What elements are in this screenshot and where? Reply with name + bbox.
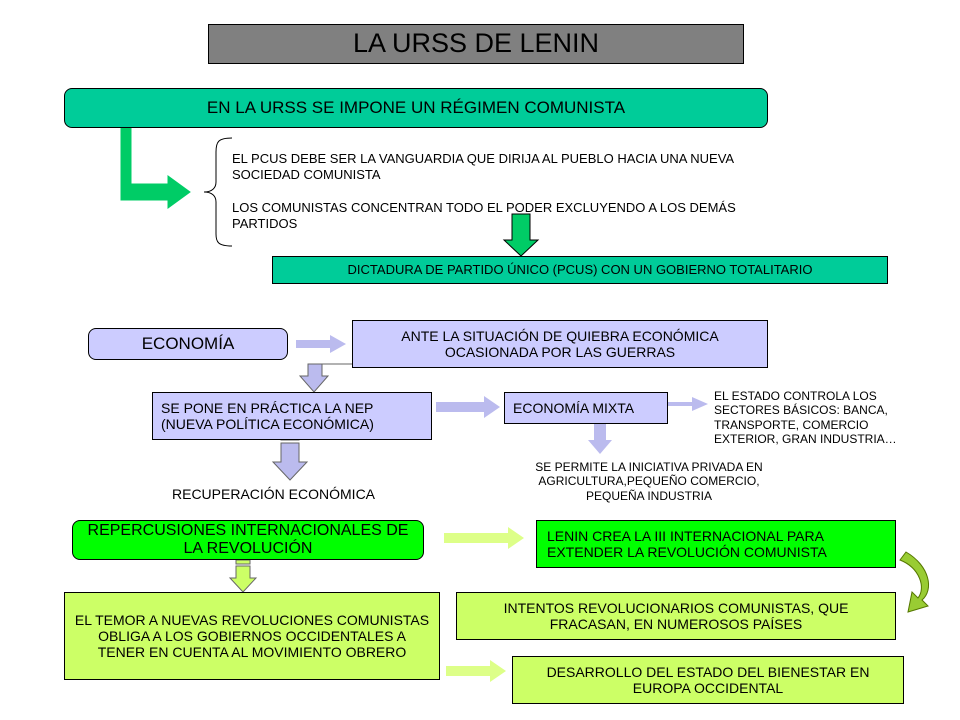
- arrow-fear-to-welfare: [446, 660, 506, 682]
- arrow-crisis-to-nep: [300, 364, 352, 392]
- welfare-state-text: DESARROLLO DEL ESTADO DEL BIENESTAR EN EUROPA OCCIDENTAL: [546, 663, 870, 696]
- economy-label-text: ECONOMÍA: [141, 334, 235, 354]
- nep-box: [152, 392, 432, 440]
- arrow-intl-to-third: [444, 527, 524, 549]
- concentrate-power-text: LOS COMUNISTAS CONCENTRAN TODO EL PODER EXCLUYENDO A LOS DEMÁS PARTIDOS: [232, 200, 736, 231]
- private-initiative-text: SE PERMITE LA INICIATIVA PRIVADA EN AGRICULTURA,PEQUEÑO COMERCIO, PEQUEÑA INDUSTRIA: [535, 460, 763, 503]
- arrow-mixed-to-state: [668, 397, 708, 411]
- arrow-economy-to-crisis: [296, 335, 346, 353]
- international-label-text: REPERCUSIONES INTERNACIONALES DE LA REVOLUCIÓN: [87, 521, 409, 557]
- crisis-text: ANTE LA SITUACIÓN DE QUIEBRA ECONÓMICA OCASIONADA POR LAS GUERRAS: [401, 327, 719, 360]
- vanguard-text: EL PCUS DEBE SER LA VANGUARDIA QUE DIRIJA AL PUEBLO HACIA UNA NUEVA SOCIEDAD COMUNISTA: [232, 151, 734, 182]
- international-label-box: [72, 520, 424, 560]
- curly-bracket: [204, 138, 232, 246]
- arrow-nep-to-recovery: [273, 443, 307, 480]
- state-controls-text: EL ESTADO CONTROLA LOS SECTORES BÁSICOS: BANCA, TRANSPORTE, COMERCIO EXTERIOR, GRAN INDUSTRIA…: [714, 389, 897, 447]
- third-international-box: [536, 520, 896, 568]
- economy-label-box: [88, 328, 288, 360]
- arrow-intl-fear-cap: [236, 560, 250, 564]
- mixed-economy-box: [504, 392, 668, 424]
- arrow-intl-to-fear: [230, 566, 256, 592]
- crisis-box: [352, 320, 768, 368]
- third-international-text: LENIN CREA LA III INTERNACIONAL PARA EXTENDER LA REVOLUCIÓN COMUNISTA: [547, 527, 827, 560]
- arrow-mixed-to-private: [588, 424, 612, 454]
- mixed-economy-text: ECONOMÍA MIXTA: [513, 399, 635, 416]
- arrow-nep-to-mixed: [436, 396, 500, 418]
- page-title-text: LA URSS DE LENIN: [352, 28, 600, 59]
- regime-header-box: [64, 88, 768, 128]
- welfare-state-box: [512, 656, 904, 704]
- revolutionary-attempts-box: [456, 592, 896, 640]
- nep-text: SE PONE EN PRÁCTICA LA NEP (NUEVA POLÍTICA ECONÓMICA): [161, 399, 374, 432]
- revolutionary-attempts-text: INTENTOS REVOLUCIONARIOS COMUNISTAS, QUE FRACASAN, EN NUMEROSOS PAÍSES: [503, 599, 849, 632]
- regime-header-text: EN LA URSS SE IMPONE UN RÉGIMEN COMUNISTA: [206, 98, 626, 118]
- fear-revolutions-text: EL TEMOR A NUEVAS REVOLUCIONES COMUNISTAS OBLIGA A LOS GOBIERNOS OCCIDENTALES A TENER EN CUENTA AL MOVIMIENTO OBRERO: [74, 611, 430, 661]
- page-title: [208, 24, 744, 64]
- header-l-arrow: [121, 128, 190, 208]
- curved-arrow-third-to-attempts: [900, 552, 929, 612]
- dictatorship-box: [272, 256, 888, 284]
- economic-recovery-text: RECUPERACIÓN ECONÓMICA: [172, 486, 376, 502]
- fear-revolutions-box: [64, 592, 440, 680]
- dictatorship-text: DICTADURA DE PARTIDO ÚNICO (PCUS) CON UN GOBIERNO TOTALITARIO: [347, 261, 813, 277]
